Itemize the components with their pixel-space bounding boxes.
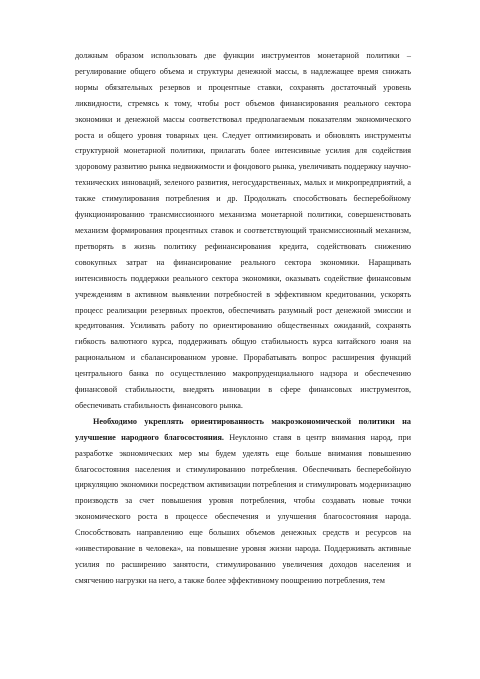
paragraph-text: Неуклонно ставя в центр внимания народ, при разработке экономических мер мы будем уделять еще больше внимания повышению благосостояния населения и стимулированию потребления. Обеспечивать бесперебойную циркуляцию экономики посредством активизации потребления и стимулировать модернизацию производств за счет повышения уровня потребления, чтобы создавать новые точки экономического роста в процессе обеспечения и улучшения благосостояния народа. Способствовать направлению еще больших объемов денежных средств и ресурсов на «инвестирование в человека», на повышение уровня жизни народа. Поддерживать активные усилия по расширению занятости, стимулированию увеличения доходов населения и смягчению нагрузки на него, а также более эффективному поощрению потребления, тем <box>75 432 411 585</box>
document-page <box>75 48 411 589</box>
body-paragraph <box>75 414 411 589</box>
bold-lead-sentence: Необходимо укреплять ориентированность макроэкономической политики на улучшение народного благосостояния. <box>75 416 411 442</box>
body-paragraph: должным образом использовать две функции инструментов монетарной политики – регулирование общего объема и структуры денежной массы, в надлежащее время снижать нормы обязательных резервов и процентные ставки, сохранять достаточный уровень ликвидности, стремясь к тому, чтобы рост объемов финансирования реального сектора экономики и денежной массы соответствовал предполагаемым показателям экономического роста и общего уровня товарных цен. Следует оптимизировать и обновлять инструменты структурной монетарной политики, прилагать более интенсивные усилия для содействия здоровому развитию рынка недвижимости и фондового рынка, увеличивать поддержку научно-технических инноваций, зеленого развития, негосударственных, малых и микропредприятий, а также стимулирования потребления и др. Продолжать способствовать бесперебойному функционированию трансмиссионного механизма монетарной политики, совершенствовать механизм формирования процентных ставок и соответствующий трансмиссионный механизм, претворять в жизнь политику рефинансирования кредита, содействовать снижению совокупных затрат на финансирование реального сектора экономики. Наращивать интенсивность поддержки реального сектора экономики, оказывать содействие финансовым учреждениям в активном выявлении потребностей в эффективном кредитовании, ускорять процесс реализации резервных проектов, обеспечивать разумный рост денежной эмиссии и кредитования. Усиливать работу по ориентированию общественных ожиданий, сохранять гибкость валютного курса, поддерживать общую стабильность курса китайского юаня на рациональном и сбалансированном уровне. Прорабатывать вопрос расширения функций центрального банка по осуществлению макропруденциального надзора и обеспечению финансовой стабильности, внедрять инновации в сфере финансовых инструментов, обеспечивать стабильность финансового рынка. <box>75 51 411 410</box>
